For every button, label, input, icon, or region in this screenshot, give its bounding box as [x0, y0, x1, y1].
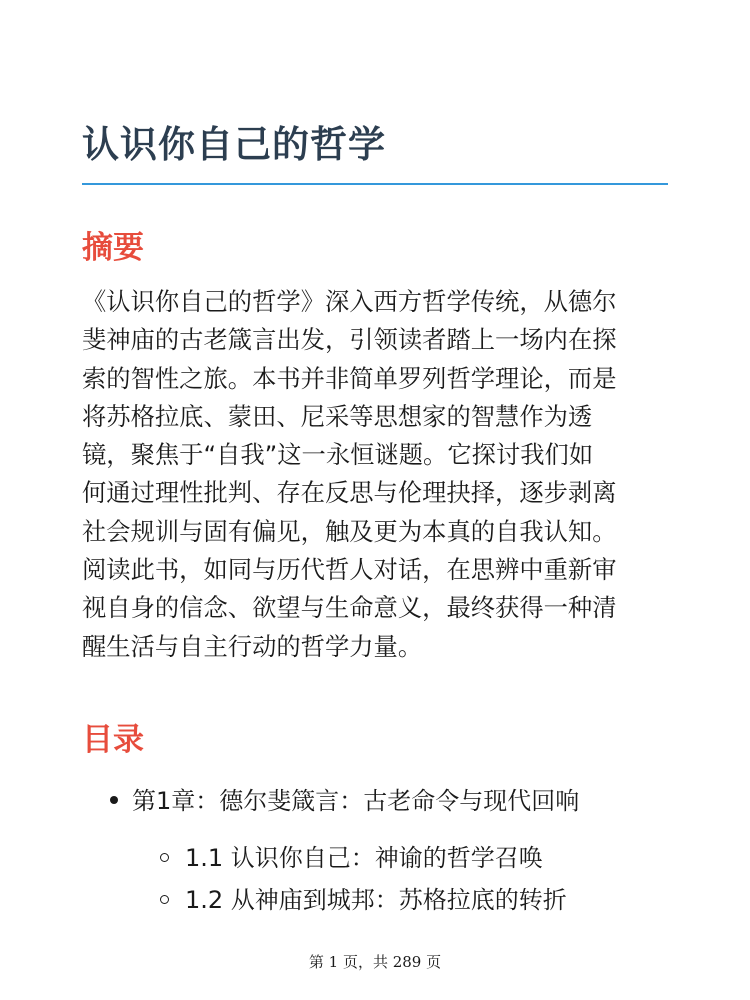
- bullet-circle-icon: [160, 853, 169, 862]
- summary-line: 将苏格拉底、蒙田、尼采等思想家的智慧作为透: [82, 401, 593, 431]
- toc-section-label: 1.2 从神庙到城邦：苏格拉底的转折: [185, 886, 567, 914]
- toc-section-1-2[interactable]: [160, 880, 567, 915]
- summary-line: 何通过理性批判、存在反思与伦理抉择，逐步剥离: [82, 478, 617, 508]
- toc-heading: 目录: [82, 722, 144, 758]
- summary-line: 《认识你自己的哲学》深入西方哲学传统，从德尔: [82, 287, 617, 316]
- toc-chapter-label: 第1章：德尔斐箴言：古老命令与现代回响: [132, 787, 580, 815]
- bullet-circle-icon: [160, 895, 169, 904]
- toc-section-1-1[interactable]: [160, 838, 543, 873]
- summary-line: 镜，聚焦于“自我”这一永恒谜题。它探讨我们如: [82, 440, 594, 470]
- toc-section-label: 1.1 认识你自己：神谕的哲学召唤: [185, 844, 543, 872]
- summary-line: 阅读此书，如同与历代哲人对话，在思辨中重新审: [82, 555, 617, 585]
- bullet-disc-icon: [110, 796, 118, 804]
- toc-chapter-1[interactable]: [110, 781, 579, 816]
- summary-line: 醒生活与自主行动的哲学力量。: [82, 631, 423, 661]
- page-number: 第 1 页，共 289 页: [308, 953, 442, 971]
- summary-paragraph: [82, 283, 682, 666]
- summary-line: 索的智性之旅。本书并非简单罗列哲学理论，而是: [82, 363, 617, 393]
- document-title: 认识你自己的哲学: [82, 123, 386, 166]
- title-divider: [82, 183, 668, 185]
- summary-heading: 摘要: [82, 230, 144, 266]
- summary-line: 社会规训与固有偏见，触及更为本真的自我认知。: [82, 516, 617, 546]
- summary-line: 视自身的信念、欲望与生命意义，最终获得一种清: [82, 593, 617, 623]
- summary-line: 斐神庙的古老箴言出发，引领读者踏上一场内在探: [82, 325, 617, 355]
